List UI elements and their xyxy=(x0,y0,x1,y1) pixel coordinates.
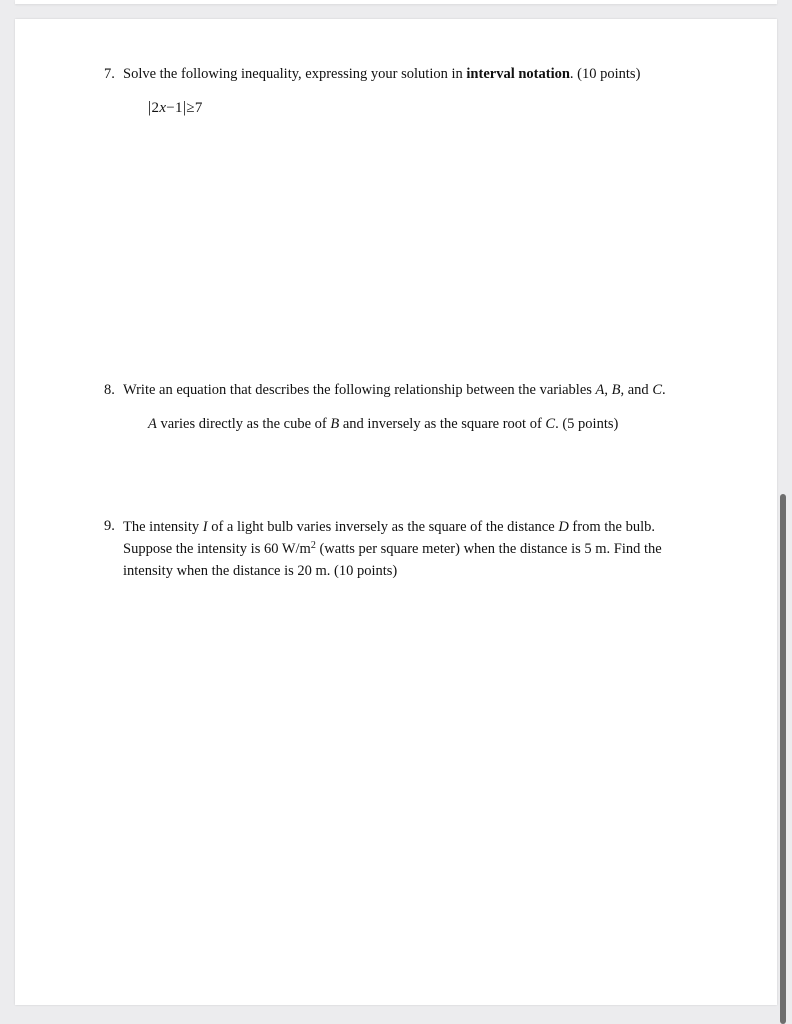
previous-page-edge xyxy=(15,0,777,4)
question-9-text xyxy=(123,516,683,582)
q8-var-c: C xyxy=(652,382,662,398)
q9-text-4: (watts per square meter) when the distance is 5 m. Find the intensity when the distance is 20 m. (10 points) xyxy=(123,541,662,579)
sub-var-b: B xyxy=(330,416,340,432)
minus-one: −1 xyxy=(166,100,183,116)
q9-var-i: I xyxy=(202,519,208,535)
q8-comma: , xyxy=(604,382,612,398)
question-7-number: 7. xyxy=(104,66,115,82)
document-page xyxy=(15,19,777,1005)
q9-exponent: 2 xyxy=(310,540,316,551)
q9-text-2: of a light bulb varies inversely as the square of the distance xyxy=(207,519,559,535)
q8-and: , and xyxy=(620,382,653,398)
right-hand-side: 7 xyxy=(194,100,203,116)
q8-text-before: Write an equation that describes the following relationship between the variables xyxy=(123,382,596,398)
variable-x: x xyxy=(159,100,167,116)
relationship-statement xyxy=(148,414,618,434)
q7-text-after: . (10 points) xyxy=(569,66,641,82)
scrollbar[interactable] xyxy=(778,0,792,1024)
question-8-text xyxy=(123,380,723,400)
question-9-number: 9. xyxy=(104,518,115,534)
question-7-text xyxy=(123,64,703,84)
sub-var-c: C xyxy=(545,416,556,432)
abs-bar-close: | xyxy=(182,99,187,116)
sub-text-2: and inversely as the square root of xyxy=(339,416,546,432)
q8-var-b: B xyxy=(611,382,621,398)
scrollbar-thumb[interactable] xyxy=(780,494,786,1024)
sub-text-3: . (5 points) xyxy=(555,416,619,432)
sub-text-1: varies directly as the cube of xyxy=(156,416,331,432)
relation-symbol: ≥ xyxy=(186,100,195,116)
abs-bar-open: | xyxy=(148,99,152,116)
q8-var-a: A xyxy=(595,382,605,398)
q8-period: . xyxy=(661,382,666,398)
q9-text-1: The intensity xyxy=(123,519,203,535)
coefficient: 2 xyxy=(151,100,160,116)
sub-var-a: A xyxy=(148,416,157,432)
question-8-number: 8. xyxy=(104,382,115,398)
q9-var-d: D xyxy=(558,519,569,535)
inequality-expression xyxy=(148,99,203,117)
q7-text-before: Solve the following inequality, expressing your solution in xyxy=(123,66,467,82)
q9-text-3: from the bulb. Suppose the intensity is 60 W/m xyxy=(123,519,655,557)
q7-text-bold: interval notation xyxy=(466,66,570,82)
